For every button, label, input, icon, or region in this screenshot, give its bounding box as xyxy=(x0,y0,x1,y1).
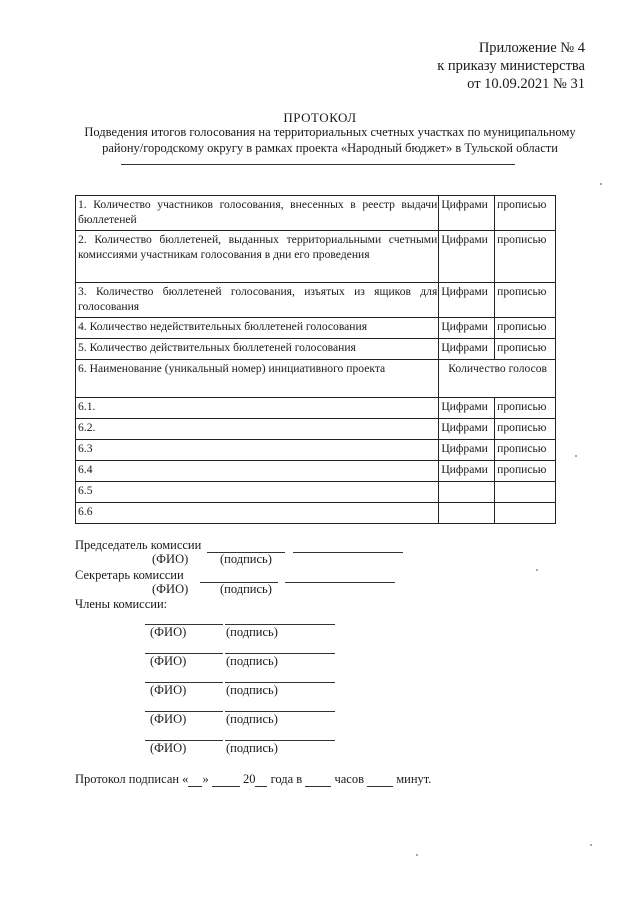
chairman-line xyxy=(75,538,403,553)
chairman-fio-caption: (ФИО) xyxy=(152,552,189,566)
protocol-table xyxy=(75,195,556,524)
chairman-signature-blank xyxy=(293,552,403,553)
member-fio-caption: (ФИО) xyxy=(150,712,187,726)
words-cell: прописью xyxy=(495,440,556,461)
figures-cell: Цифрами xyxy=(439,339,495,360)
table-row xyxy=(76,196,556,231)
signed-part-4: года в xyxy=(270,772,303,786)
table-row xyxy=(76,440,556,461)
figures-cell xyxy=(439,503,495,524)
members-label: Члены комиссии: xyxy=(75,597,168,611)
row-label: 1. Количество участников голосования, внесенных в реестр выдачи бюллетеней xyxy=(76,196,439,231)
row-label: 6.5 xyxy=(76,482,439,503)
member-signature-caption: (подпись) xyxy=(226,654,278,668)
figures-cell: Цифрами xyxy=(439,419,495,440)
row-label: 5. Количество действительных бюллетеней голосования xyxy=(76,339,439,360)
table-row xyxy=(76,482,556,503)
scan-speck xyxy=(600,183,602,185)
member-signature-caption: (подпись) xyxy=(226,625,278,639)
month-blank xyxy=(212,786,240,787)
figures-cell: Цифрами xyxy=(439,440,495,461)
chairman-signature-caption: (подпись) xyxy=(220,552,272,566)
scan-speck xyxy=(575,455,577,457)
words-cell: прописью xyxy=(495,283,556,318)
chairman-label: Председатель комиссии xyxy=(75,538,202,552)
project-name-header: 6. Наименование (уникальный номер) инициативного проекта xyxy=(76,360,439,398)
signed-part-3: 20 xyxy=(242,772,256,786)
row-label: 6.1. xyxy=(76,398,439,419)
table-row xyxy=(76,283,556,318)
subtitle-line-2: району/городскому округу в рамках проекта «Народный бюджет» в Тульской области xyxy=(102,141,558,155)
row-label: 4. Количество недействительных бюллетеней голосования xyxy=(76,318,439,339)
row-label: 6.6 xyxy=(76,503,439,524)
row-label: 6.3 xyxy=(76,440,439,461)
document-title: ПРОТОКОЛ xyxy=(283,110,357,125)
figures-cell: Цифрами xyxy=(439,398,495,419)
words-cell: прописью xyxy=(495,318,556,339)
votes-count-header: Количество голосов xyxy=(439,360,556,398)
member-fio-caption: (ФИО) xyxy=(150,625,187,639)
figures-cell: Цифрами xyxy=(439,461,495,482)
secretary-signature-blank xyxy=(285,582,395,583)
words-cell: прописью xyxy=(495,231,556,283)
signed-statement xyxy=(75,772,431,787)
signed-part-1: Протокол подписан « xyxy=(75,772,189,786)
scan-speck xyxy=(416,854,418,856)
words-cell: прописью xyxy=(495,419,556,440)
secretary-signature-caption: (подпись) xyxy=(220,582,272,596)
appendix-number: Приложение № 4 xyxy=(478,40,585,56)
figures-cell: Цифрами xyxy=(439,196,495,231)
figures-cell: Цифрами xyxy=(439,283,495,318)
subtitle-underline xyxy=(121,164,515,165)
member-signature-caption: (подпись) xyxy=(226,712,278,726)
appendix-date: от 10.09.2021 № 31 xyxy=(467,76,585,92)
subtitle-line-1: Подведения итогов голосования на территориальных счетных участках по муниципальному xyxy=(84,125,576,139)
scan-speck xyxy=(590,844,592,846)
figures-cell: Цифрами xyxy=(439,231,495,283)
words-cell xyxy=(495,482,556,503)
row-label: 6.2. xyxy=(76,419,439,440)
figures-cell xyxy=(439,482,495,503)
row-label: 3. Количество бюллетеней голосования, изъятых из ящиков для голосования xyxy=(76,283,439,318)
secretary-label: Секретарь комиссии xyxy=(75,568,184,582)
signed-part-5: часов xyxy=(334,772,364,786)
year-blank xyxy=(255,786,267,787)
table-row xyxy=(76,419,556,440)
member-fio-caption: (ФИО) xyxy=(150,683,187,697)
signed-part-6: минут. xyxy=(396,772,432,786)
words-cell: прописью xyxy=(495,398,556,419)
words-cell: прописью xyxy=(495,461,556,482)
secretary-line xyxy=(75,568,395,583)
figures-cell: Цифрами xyxy=(439,318,495,339)
member-fio-caption: (ФИО) xyxy=(150,654,187,668)
document-subtitle xyxy=(70,124,590,156)
table-row xyxy=(76,461,556,482)
minutes-blank xyxy=(367,786,393,787)
words-cell: прописью xyxy=(495,196,556,231)
day-blank xyxy=(188,786,202,787)
table-row xyxy=(76,231,556,283)
table-row xyxy=(76,360,556,398)
signed-part-2: » xyxy=(202,772,209,786)
table-row xyxy=(76,398,556,419)
hours-blank xyxy=(305,786,331,787)
table-row xyxy=(76,318,556,339)
member-signature-caption: (подпись) xyxy=(226,683,278,697)
appendix-order: к приказу министерства xyxy=(437,58,585,74)
row-label: 6.4 xyxy=(76,461,439,482)
table-row xyxy=(76,503,556,524)
member-fio-caption: (ФИО) xyxy=(150,741,187,755)
scan-speck xyxy=(536,569,538,571)
words-cell xyxy=(495,503,556,524)
appendix-block xyxy=(437,39,585,93)
row-label: 2. Количество бюллетеней, выданных территориальными счетными комиссиями участникам голосования в дни его проведения xyxy=(76,231,439,283)
member-signature-caption: (подпись) xyxy=(226,741,278,755)
secretary-fio-caption: (ФИО) xyxy=(152,582,189,596)
words-cell: прописью xyxy=(495,339,556,360)
table-row xyxy=(76,339,556,360)
